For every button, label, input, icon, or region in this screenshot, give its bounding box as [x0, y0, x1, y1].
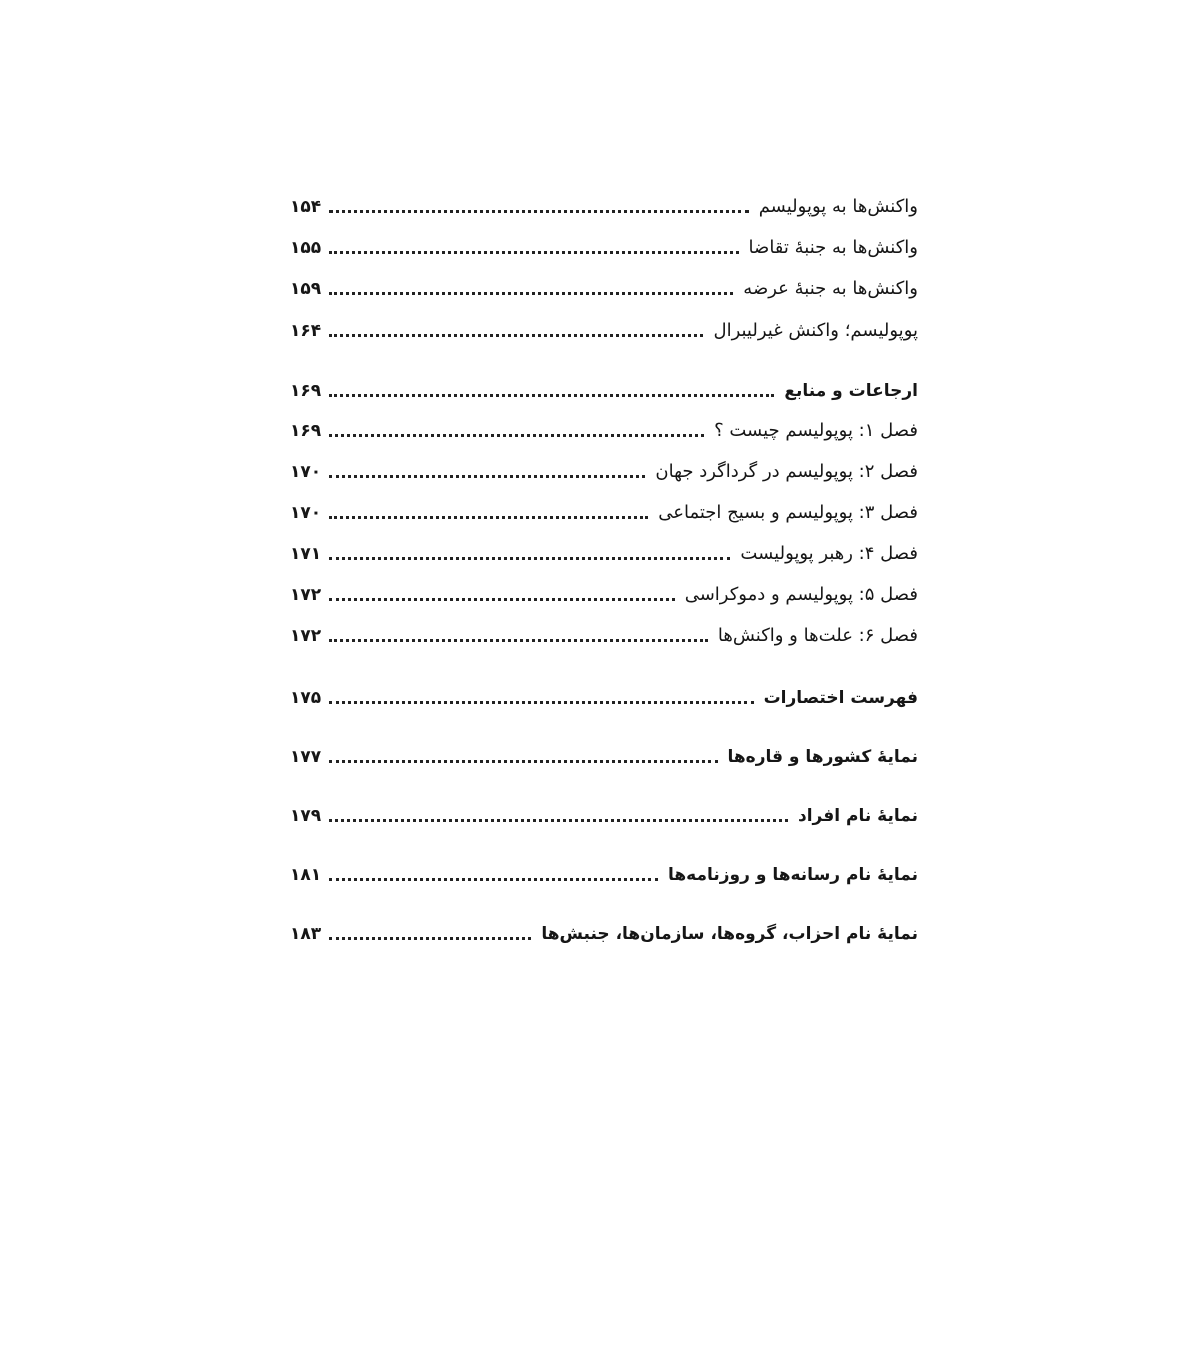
toc-entry-page: ۱۷۰ — [290, 503, 322, 523]
dot-leader — [329, 639, 708, 642]
toc-section-heading[interactable] — [290, 860, 918, 890]
toc-entry-title: فصل ۲: پوپولیسم در گرداگرد جهان — [655, 461, 918, 482]
toc-entry-title: فهرست اختصارات — [763, 688, 918, 708]
toc-entry[interactable] — [290, 539, 918, 569]
toc-entry-page: ۱۷۵ — [290, 688, 322, 708]
toc-entry[interactable] — [290, 580, 918, 610]
dot-leader — [329, 334, 703, 337]
toc-entry-title: فصل ۳: پوپولیسم و بسیج اجتماعی — [658, 502, 918, 523]
toc-entry-title: پوپولیسم؛ واکنش غیرلیبرال — [713, 320, 918, 341]
toc-entry-title: نمایهٔ نام احزاب، گروه‌ها، سازمان‌ها، جنبش‌ها — [541, 924, 918, 944]
toc-entry-page: ۱۸۳ — [290, 924, 322, 944]
toc-entry-page: ۱۵۴ — [290, 197, 322, 217]
toc-entry-title: فصل ۱: پوپولیسم چیست ؟ — [714, 420, 918, 441]
toc-entry-title: فصل ۵: پوپولیسم و دموکراسی — [684, 584, 918, 605]
toc-entry-page: ۱۸۱ — [290, 865, 322, 885]
toc-entry-title: واکنش‌ها به پوپولیسم — [758, 196, 918, 217]
toc-entry-page: ۱۷۱ — [290, 544, 322, 564]
toc-section-heading[interactable] — [290, 801, 918, 831]
toc-entry-page: ۱۷۹ — [290, 806, 322, 826]
dot-leader — [329, 760, 717, 763]
toc-entry-title: واکنش‌ها به جنبهٔ عرضه — [743, 278, 918, 299]
toc-entry-title: واکنش‌ها به جنبهٔ تقاضا — [748, 237, 918, 258]
dot-leader — [329, 516, 648, 519]
dot-leader — [329, 598, 675, 601]
toc-entry[interactable] — [290, 457, 918, 487]
toc-entry-page: ۱۷۲ — [290, 626, 322, 646]
dot-leader — [329, 937, 531, 940]
toc-entry-page: ۱۷۲ — [290, 585, 322, 605]
toc-entry[interactable] — [290, 416, 918, 446]
dot-leader — [329, 210, 749, 213]
toc-entry[interactable] — [290, 192, 918, 222]
toc-entry[interactable] — [290, 621, 918, 651]
toc-entry[interactable] — [290, 233, 918, 263]
toc-entry[interactable] — [290, 316, 918, 346]
dot-leader — [329, 292, 733, 295]
toc-entry-page: ۱۵۹ — [290, 279, 322, 299]
toc-entry-page: ۱۷۷ — [290, 747, 322, 767]
toc-entry-title: نمایهٔ نام رسانه‌ها و روزنامه‌ها — [668, 865, 918, 885]
toc-entry-page: ۱۶۹ — [290, 421, 322, 441]
toc-section-heading[interactable] — [290, 683, 918, 713]
toc-entry-title: فصل ۶: علت‌ها و واکنش‌ها — [717, 625, 918, 646]
toc-entry-title: ارجاعات و منابع — [784, 381, 918, 401]
toc-entry-page: ۱۵۵ — [290, 238, 322, 258]
toc-entry-page: ۱۶۹ — [290, 381, 322, 401]
toc-entry-title: نمایهٔ کشورها و قاره‌ها — [727, 747, 918, 767]
toc-section-heading[interactable] — [290, 376, 918, 406]
toc-section-heading[interactable] — [290, 919, 918, 949]
toc-entry-page: ۱۶۴ — [290, 321, 322, 341]
toc-entry-title: نمایهٔ نام افراد — [797, 806, 918, 826]
dot-leader — [329, 878, 658, 881]
toc-section-heading[interactable] — [290, 742, 918, 772]
table-of-contents — [290, 0, 918, 1372]
dot-leader — [329, 701, 753, 704]
toc-entry[interactable] — [290, 498, 918, 528]
dot-leader — [329, 251, 738, 254]
dot-leader — [329, 394, 774, 397]
dot-leader — [329, 434, 704, 437]
dot-leader — [329, 819, 788, 822]
toc-entry-title: فصل ۴: رهبر پوپولیست — [740, 543, 918, 564]
dot-leader — [329, 557, 730, 560]
dot-leader — [329, 475, 645, 478]
toc-entry-page: ۱۷۰ — [290, 462, 322, 482]
toc-entry[interactable] — [290, 274, 918, 304]
